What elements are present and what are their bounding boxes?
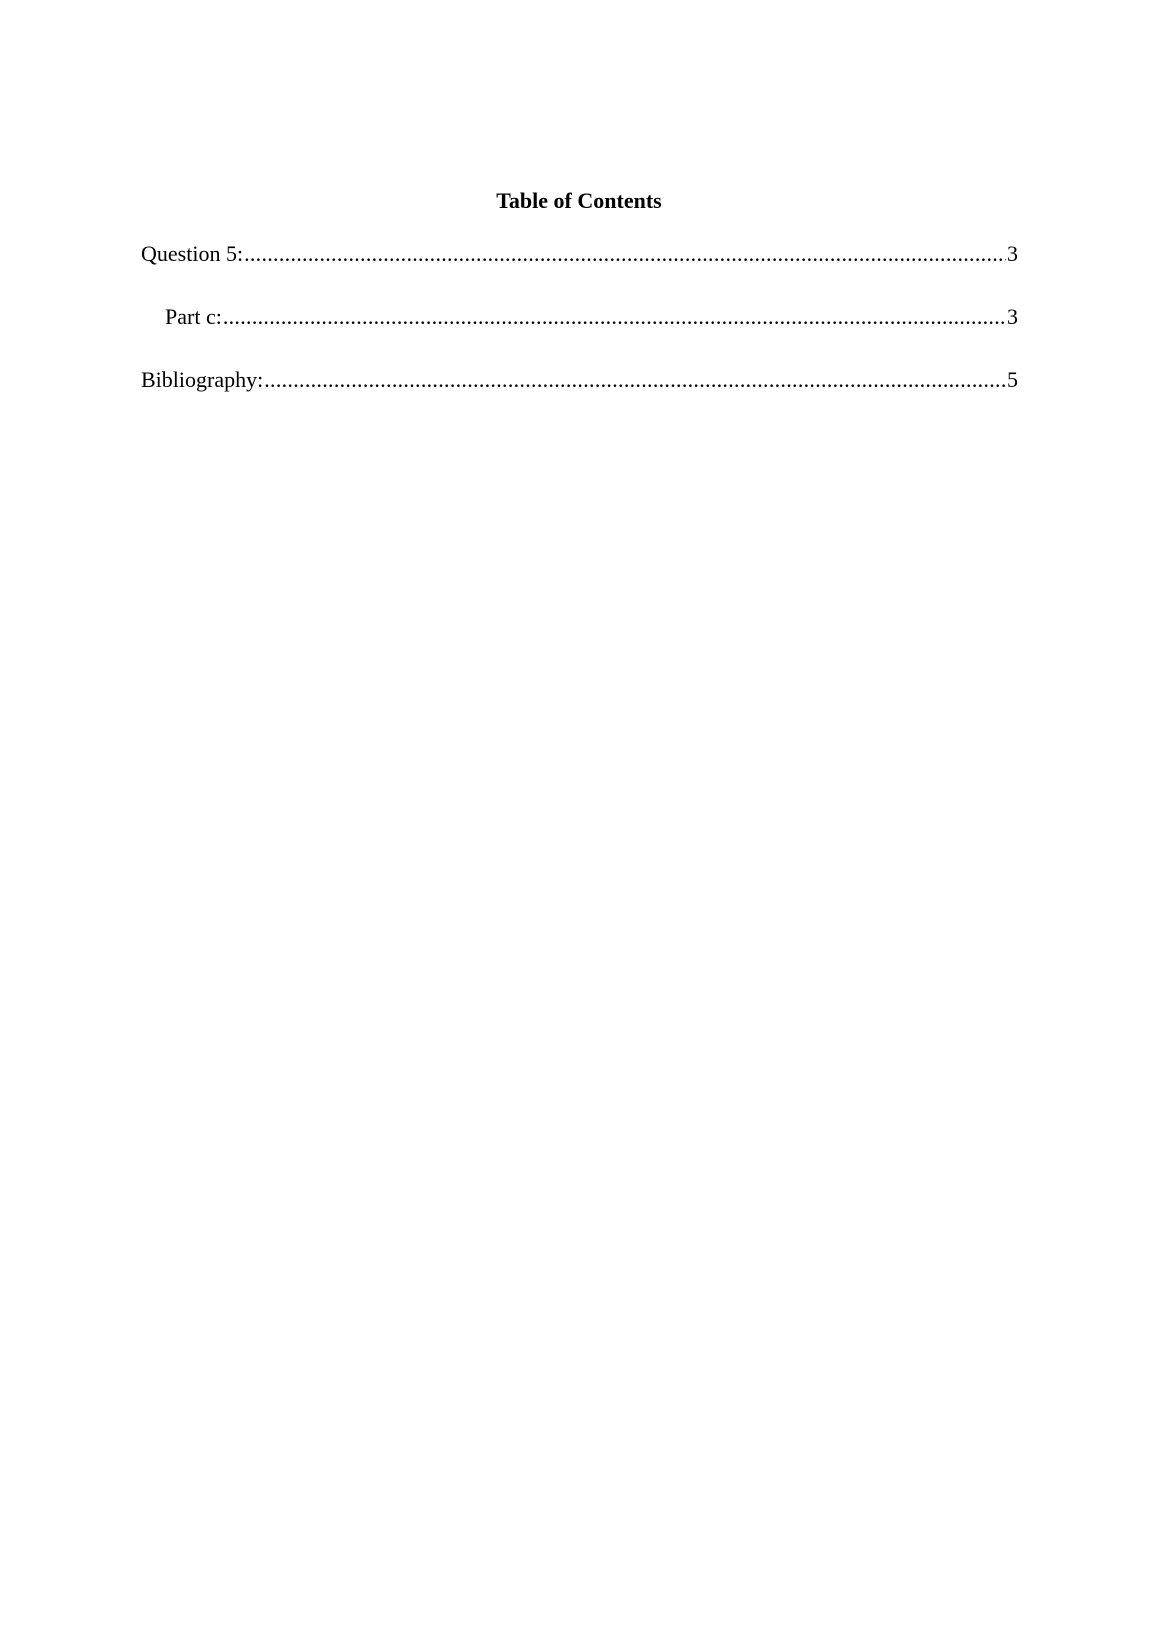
toc-entry-bibliography[interactable] [141, 365, 1018, 395]
toc-entry-label: Question 5: [141, 241, 244, 266]
toc-entry-question-5[interactable] [141, 239, 1018, 269]
toc-entry-page-number: 3 [1007, 304, 1018, 329]
toc-entry-page-number: 3 [1007, 241, 1018, 266]
toc-list [141, 239, 1018, 428]
dot-leader [264, 365, 1006, 395]
toc-entry-part-c[interactable] [141, 302, 1018, 332]
toc-entry-label: Part c: [165, 304, 222, 329]
toc-entry-page-number: 5 [1007, 367, 1018, 392]
dot-leader [244, 239, 1006, 269]
toc-entry-label: Bibliography: [141, 367, 264, 392]
dot-leader [223, 302, 1006, 332]
toc-title: Table of Contents [496, 188, 662, 213]
